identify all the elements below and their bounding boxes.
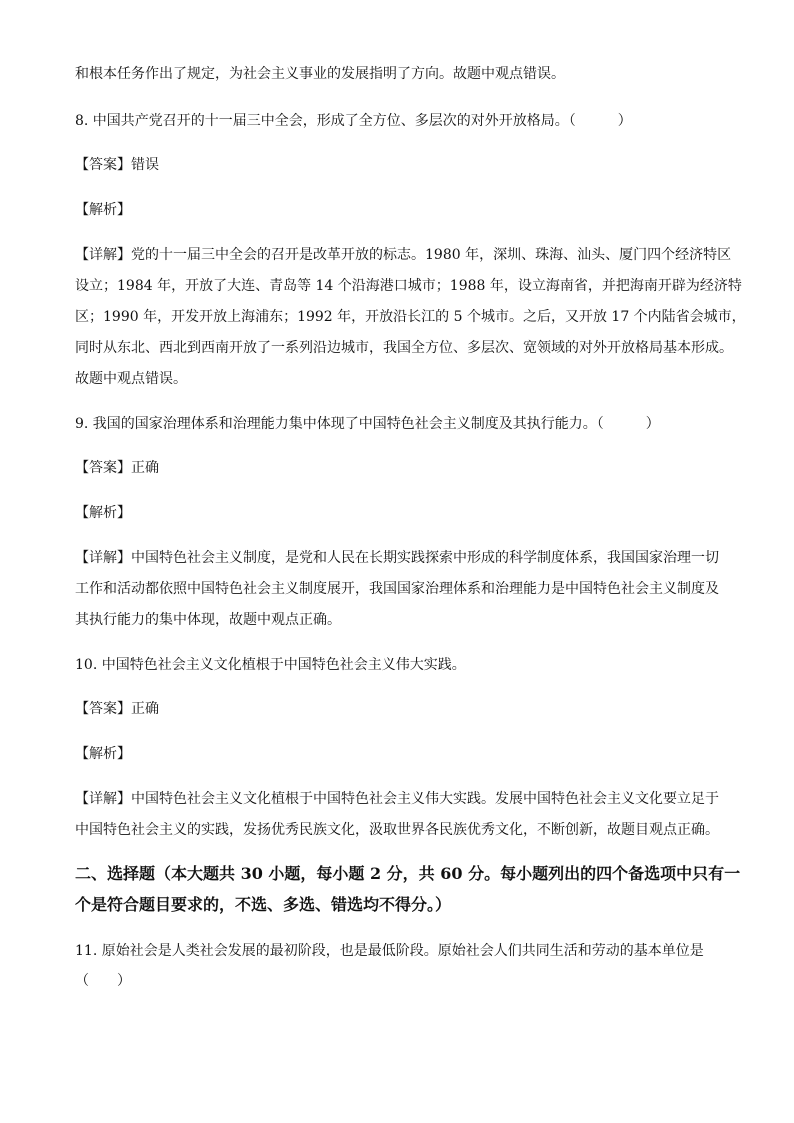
section-heading: 二、选择题（本大题共 30 小题，每小题 2 分，共 60 分。每小题列出的四个备选项中只有一 bbox=[75, 864, 741, 883]
detail-text: 【详解】党的十一届三中全会的召开是改革开放的标志。1980 年，深圳、珠海、汕头、厦门四个经济特区 bbox=[75, 247, 732, 263]
answer-label: 【答案】正确 bbox=[75, 460, 159, 476]
analysis-label: 【解析】 bbox=[75, 746, 131, 762]
detail-text: 中国特色社会主义的实践，发扬优秀民族文化，汲取世界各民族优秀文化，不断创新，故题目观点正确。 bbox=[75, 822, 719, 838]
answer-label: 【答案】正确 bbox=[75, 701, 159, 717]
detail-text: 【详解】中国特色社会主义文化植根于中国特色社会主义伟大实践。发展中国特色社会主义文化要立足于 bbox=[75, 791, 719, 807]
detail-text: 工作和活动都依照中国特色社会主义制度展开，我国国家治理体系和治理能力是中国特色社会主义制度及 bbox=[75, 581, 719, 597]
question-11: 11. 原始社会是人类社会发展的最初阶段，也是最低阶段。原始社会人们共同生活和劳动的基本单位是 bbox=[75, 943, 704, 959]
detail-text: 其执行能力的集中体现，故题中观点正确。 bbox=[75, 612, 341, 628]
detail-text: 故题中观点错误。 bbox=[75, 371, 187, 387]
question-8: 8. 中国共产党召开的十一届三中全会，形成了全方位、多层次的对外开放格局。（ ） bbox=[75, 113, 632, 129]
analysis-label: 【解析】 bbox=[75, 202, 131, 218]
question-10: 10. 中国特色社会主义文化植根于中国特色社会主义伟大实践。 bbox=[75, 657, 466, 673]
text-line: 和根本任务作出了规定，为社会主义事业的发展指明了方向。故题中观点错误。 bbox=[75, 66, 565, 82]
detail-text: 同时从东北、西北到西南开放了一系列沿边城市，我国全方位、多层次、宽领域的对外开放格局基本形成。 bbox=[75, 340, 733, 356]
detail-text: 设立；1984 年，开放了大连、青岛等 14 个沿海港口城市；1988 年，设立海南省，并把海南开辟为经济特 bbox=[75, 278, 742, 294]
question-9: 9. 我国的国家治理体系和治理能力集中体现了中国特色社会主义制度及其执行能力。（ ） bbox=[75, 416, 660, 432]
answer-label: 【答案】错误 bbox=[75, 157, 159, 173]
analysis-label: 【解析】 bbox=[75, 505, 131, 521]
detail-text: 区；1990 年，开发开放上海浦东；1992 年，开放沿长江的 5 个城市。之后，又开放 17 个内陆省会城市， bbox=[75, 309, 746, 325]
question-11-blank: （ ） bbox=[75, 973, 131, 989]
detail-text: 【详解】中国特色社会主义制度，是党和人民在长期实践探索中形成的科学制度体系，我国国家治理一切 bbox=[75, 550, 719, 566]
section-heading: 个是符合题目要求的，不选、多选、错选均不得分。） bbox=[75, 895, 452, 914]
